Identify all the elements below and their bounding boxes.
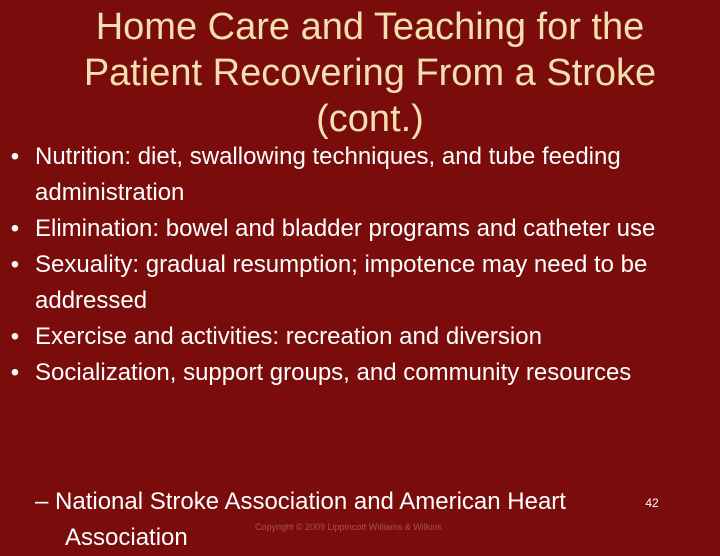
bullet-text: Socialization, support groups, and community resources [35,359,632,386]
bullet-item [0,319,720,355]
bullet-item [0,211,720,247]
sub-bullet-line2: Association [65,524,188,551]
sub-bullet [35,484,635,556]
sub-bullet-line1: – National Stroke Association and American Heart [35,488,566,515]
page-number: 42 [645,496,659,510]
bullet-marker: • [10,143,20,170]
bullet-marker: • [10,215,20,242]
bullet-text: Nutrition: diet, swallowing techniques, and tube feeding administration [35,143,621,206]
bullet-marker: • [10,359,20,386]
bullet-marker: • [10,323,20,350]
bullet-item [0,247,720,319]
bullet-text: Exercise and activities: recreation and diversion [35,323,542,350]
bullet-item [0,139,720,211]
slide-title: Home Care and Teaching for the Patient Recovering From a Stroke (cont.) [83,6,657,140]
bullet-item [0,355,720,391]
copyright-notice: Copyright © 2009 Lippincott Williams & Wilkins [255,522,442,532]
bullet-text: Elimination: bowel and bladder programs and catheter use [35,215,656,242]
bullet-marker: • [10,251,20,278]
bullet-list [0,139,720,391]
bullet-text: Sexuality: gradual resumption; impotence may need to be addressed [35,251,648,314]
